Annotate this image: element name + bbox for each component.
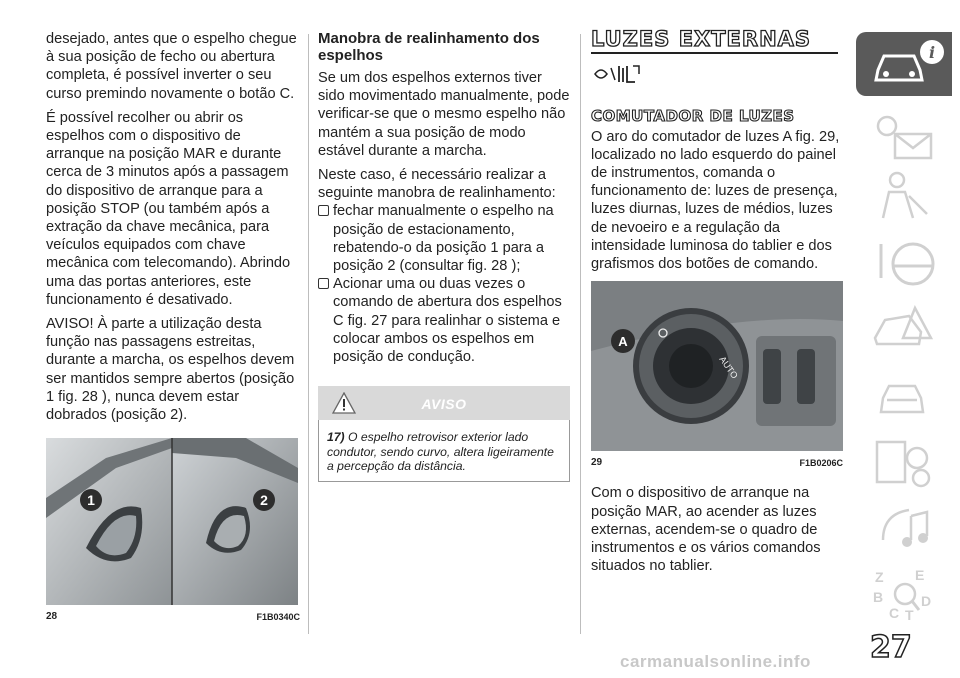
marker-1: 1 [87, 492, 95, 509]
car-service-icon[interactable] [869, 372, 939, 426]
specifications-gears-icon[interactable] [869, 436, 939, 490]
light-switch-illustration [591, 281, 843, 451]
marker-2: 2 [260, 492, 268, 509]
list-item [318, 275, 570, 366]
safety-seat-icon[interactable] [869, 168, 939, 222]
mirror-photo [46, 438, 298, 605]
figure-code: F1B0340C [256, 612, 300, 623]
paragraph: Se um dos espelhos externos tiver sido movimentado manualmente, pode verificar-se que o mesmo espelho não mantém a sua posição de modo estável durante a marcha. [318, 70, 570, 159]
paragraph: desejado, antes que o espelho chegue à sua posição de fecho ou abertura completa, é possível inverter o seu curso premindo novamente o botão C. [46, 31, 297, 102]
page-number: 27 [870, 630, 912, 665]
column-divider [308, 34, 309, 634]
warning-box [318, 420, 570, 482]
figure-number: 29 [591, 457, 603, 469]
paragraph: AVISO! À parte a utilização desta função nas passagens estreitas, durante a marcha, os espelhos devem ser mantidos sempre abertos (posição 1 fig. 28 ), nunca devem estar dobrados (posição 2). [46, 316, 295, 424]
figure-caption [46, 608, 300, 626]
index-letter: T [905, 607, 914, 620]
index-letter: E [915, 567, 925, 583]
index-letter: Z [875, 569, 884, 585]
steering-wheel-icon[interactable] [869, 236, 939, 290]
index-letter: D [921, 593, 932, 609]
multimedia-icon[interactable] [869, 500, 939, 554]
figure-code: F1B0206C [799, 458, 843, 469]
column-3 [591, 27, 843, 581]
warning-ref: 17) [327, 430, 345, 445]
watermark: carmanualsonline.info [620, 652, 811, 671]
title-rule [591, 52, 838, 54]
column-2 [318, 30, 570, 482]
checkbox-bullet-icon [318, 278, 329, 289]
light-switch-photo [591, 281, 843, 451]
mirror-illustration [46, 438, 298, 605]
paragraph: É possível recolher ou abrir os espelhos com o dispositivo de arranque na posição MAR e durante cerca de 3 minutos após a passagem do dispositivo de arranque para a posição STOP (ou também após a extração da chave mecânica, para veículos equipados com chave mecânica com telecomando). Abrindo uma das portas anteriores, este funcionamento é desativado. [46, 109, 291, 308]
paragraph: Neste caso, é necessário realizar a seguinte manobra de realinhamento: [318, 167, 556, 202]
column-divider [580, 34, 581, 634]
list-item-text: fechar manualmente o espelho na posição de estacionamento, rebatendo-o da posição 1 para a posição 2 (consultar fig. 28 ); [333, 203, 554, 275]
figure-28 [46, 438, 300, 626]
warning-title: AVISO [421, 396, 467, 413]
warning-lights-icon[interactable] [869, 108, 939, 162]
figure-caption [591, 454, 843, 472]
paragraph: Com o dispositivo de arranque na posição MAR, ao acender as luzes externas, acendem-se o quadro de instrumentos e os vários comandos situados no tablier. [591, 485, 821, 575]
figure-29 [591, 281, 843, 472]
index-letter: B [873, 589, 884, 605]
tab-car-info[interactable] [856, 32, 952, 96]
warning-text: O espelho retrovisor exterior lado condutor, sendo curvo, altera ligeiramente a percepção da distância. [327, 430, 554, 474]
car-info-icon [870, 36, 950, 92]
paragraph: O aro do comutador de luzes A fig. 29, localizado no lado esquerdo do painel de instrumentos, comanda o funcionamento de: luzes de presença, luzes diurnas, luzes de médios, luzes de nevoeiro e a regulação da intensidade luminosa do tablier e dos grafismos dos botões de comando. [591, 128, 840, 273]
checkbox-bullet-icon [318, 205, 329, 216]
info-symbol: i [928, 43, 936, 62]
exterior-lights-icon [591, 62, 643, 88]
column-1 [46, 30, 300, 626]
index-letter: C [889, 605, 900, 620]
section-title: LUZES EXTERNAS [591, 27, 812, 51]
warning-header [318, 386, 570, 420]
marker-a: A [618, 334, 628, 350]
alphabetical-index-icon[interactable] [869, 566, 939, 620]
section-heading: Manobra de realinhamento dos espelhos [318, 30, 540, 64]
subsection-title: COMUTADOR DE LUZES [591, 107, 795, 126]
accident-icon[interactable] [869, 298, 939, 352]
figure-number: 28 [46, 611, 58, 623]
auto-label: AUTO [717, 354, 740, 381]
list-item-text: Acionar uma ou duas vezes o comando de abertura dos espelhos C fig. 27 para realinhar o sistema e colocar ambos os espelhos em posição de condução. [333, 276, 562, 366]
list-item [318, 202, 570, 275]
